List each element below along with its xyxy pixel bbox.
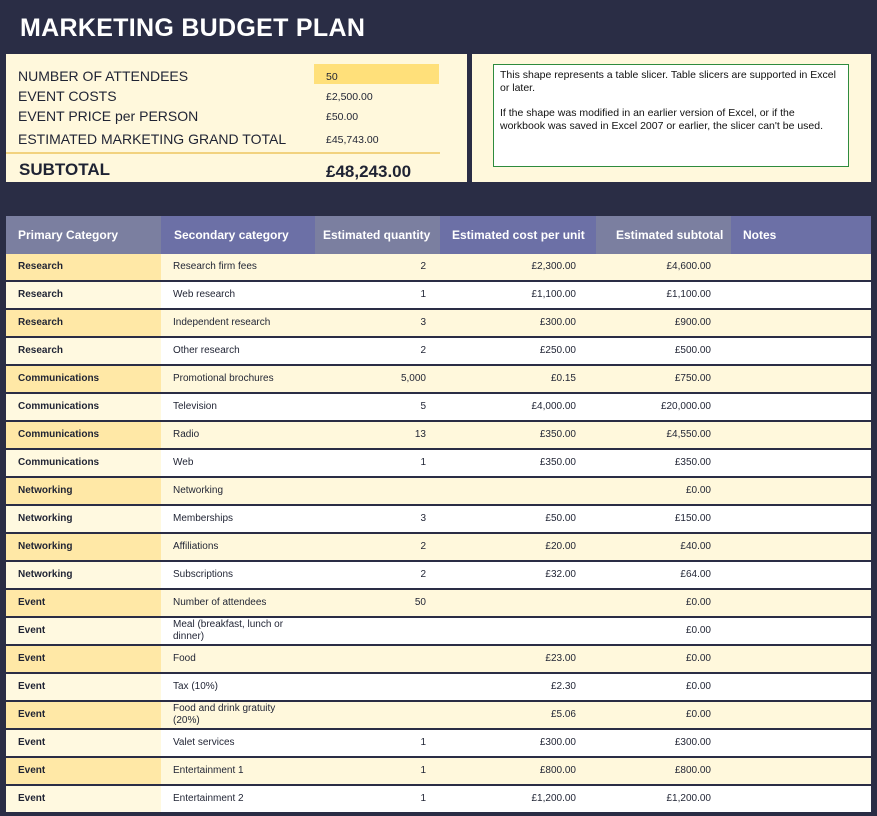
cell-subtotal[interactable]: £0.00 [596,590,731,616]
cell-cost-per-unit[interactable]: £1,200.00 [440,786,596,812]
cell-primary-category[interactable]: Networking [6,506,161,532]
header-notes[interactable]: Notes [731,216,871,254]
table-row[interactable] [6,478,871,506]
cell-subtotal[interactable]: £750.00 [596,366,731,392]
cell-cost-per-unit[interactable]: £800.00 [440,758,596,784]
cell-cost-per-unit[interactable]: £50.00 [440,506,596,532]
slicer-placeholder-shape[interactable] [493,64,849,167]
header-secondary-category[interactable]: Secondary category [161,216,315,254]
cell-secondary-category[interactable]: Valet services [161,730,315,756]
table-row[interactable] [6,534,871,562]
cell-primary-category[interactable]: Communications [6,422,161,448]
cell-notes[interactable] [731,422,871,448]
cell-primary-category[interactable]: Event [6,618,161,644]
cell-primary-category[interactable]: Research [6,338,161,364]
cell-notes[interactable] [731,506,871,532]
table-row[interactable] [6,506,871,534]
table-header [6,216,871,254]
cell-notes[interactable] [731,786,871,812]
cell-secondary-category[interactable]: Independent research [161,310,315,336]
cell-cost-per-unit[interactable]: £4,000.00 [440,394,596,420]
cell-secondary-category[interactable]: Meal (breakfast, lunch or dinner) [161,618,315,644]
cell-quantity[interactable]: 1 [315,450,440,476]
cell-cost-per-unit[interactable]: £5.06 [440,702,596,728]
cell-secondary-category[interactable]: Subscriptions [161,562,315,588]
table-row[interactable] [6,338,871,366]
cell-subtotal[interactable]: £1,200.00 [596,786,731,812]
cell-notes[interactable] [731,758,871,784]
cell-quantity[interactable] [315,618,440,644]
table-row[interactable] [6,394,871,422]
cell-subtotal[interactable]: £500.00 [596,338,731,364]
cell-secondary-category[interactable]: Food and drink gratuity (20%) [161,702,315,728]
cell-quantity[interactable] [315,674,440,700]
cell-primary-category[interactable]: Networking [6,534,161,560]
cell-subtotal[interactable]: £350.00 [596,450,731,476]
budget-table [6,216,871,814]
cell-cost-per-unit[interactable]: £20.00 [440,534,596,560]
cell-secondary-category[interactable]: Web research [161,282,315,308]
cell-quantity[interactable]: 1 [315,786,440,812]
cell-primary-category[interactable]: Event [6,590,161,616]
marketing-total-label: ESTIMATED MARKETING GRAND TOTAL [18,131,287,147]
attendees-label: NUMBER OF ATTENDEES [18,68,189,84]
cell-quantity[interactable]: 2 [315,338,440,364]
table-row[interactable] [6,674,871,702]
subtotal-label: SUBTOTAL [19,160,110,179]
subtotal-value[interactable]: £48,243.00 [326,162,412,181]
cell-primary-category[interactable]: Event [6,646,161,672]
cell-notes[interactable] [731,282,871,308]
marketing-total-value[interactable]: £45,743.00 [326,134,379,146]
cell-secondary-category[interactable]: Food [161,646,315,672]
table-row[interactable] [6,758,871,786]
cell-primary-category[interactable]: Event [6,702,161,728]
cell-primary-category[interactable]: Event [6,674,161,700]
header-cost-per-unit[interactable]: Estimated cost per unit [440,216,596,254]
cell-primary-category[interactable]: Research [6,254,161,280]
header-estimated-quantity[interactable]: Estimated quantity [315,216,440,254]
summary-panel [6,54,467,182]
cell-secondary-category[interactable]: Entertainment 2 [161,786,315,812]
cell-notes[interactable] [731,478,871,504]
event-price-value[interactable]: £50.00 [326,111,359,123]
cell-subtotal[interactable]: £0.00 [596,478,731,504]
table-row[interactable] [6,646,871,674]
cell-notes[interactable] [731,310,871,336]
cell-quantity[interactable]: 5 [315,394,440,420]
cell-secondary-category[interactable]: Number of attendees [161,590,315,616]
cell-notes[interactable] [731,618,871,644]
cell-secondary-category[interactable]: Television [161,394,315,420]
cell-notes[interactable] [731,674,871,700]
cell-quantity[interactable] [315,702,440,728]
cell-subtotal[interactable]: £800.00 [596,758,731,784]
cell-notes[interactable] [731,702,871,728]
header-estimated-subtotal[interactable]: Estimated subtotal [596,216,731,254]
cell-subtotal[interactable]: £900.00 [596,310,731,336]
cell-secondary-category[interactable]: Memberships [161,506,315,532]
cell-notes[interactable] [731,562,871,588]
cell-secondary-category[interactable]: Research firm fees [161,254,315,280]
slicer-panel [472,54,871,182]
cell-secondary-category[interactable]: Networking [161,478,315,504]
cell-cost-per-unit[interactable]: £350.00 [440,450,596,476]
cell-cost-per-unit[interactable]: £32.00 [440,562,596,588]
cell-subtotal[interactable]: £20,000.00 [596,394,731,420]
cell-primary-category[interactable]: Communications [6,394,161,420]
cell-primary-category[interactable]: Event [6,758,161,784]
event-costs-value[interactable]: £2,500.00 [326,91,373,103]
cell-quantity[interactable] [315,478,440,504]
page-title: MARKETING BUDGET PLAN [20,14,366,42]
slicer-notice-line2: If the shape was modified in an earlier version of Excel, or if the workbook was saved in Excel 2007 or earlier, the slicer can't be used. [500,107,824,132]
cell-cost-per-unit[interactable] [440,618,596,644]
cell-subtotal[interactable]: £0.00 [596,702,731,728]
cell-subtotal[interactable]: £4,550.00 [596,422,731,448]
table-row[interactable] [6,282,871,310]
cell-secondary-category[interactable]: Radio [161,422,315,448]
cell-cost-per-unit[interactable]: £23.00 [440,646,596,672]
cell-quantity[interactable]: 50 [315,590,440,616]
cell-cost-per-unit[interactable]: £2,300.00 [440,254,596,280]
cell-cost-per-unit[interactable]: £350.00 [440,422,596,448]
cell-cost-per-unit[interactable]: £1,100.00 [440,282,596,308]
slicer-notice-line1: This shape represents a table slicer. Table slicers are supported in Excel or later. [500,69,836,94]
table-row[interactable] [6,730,871,758]
cell-notes[interactable] [731,254,871,280]
cell-secondary-category[interactable]: Web [161,450,315,476]
cell-quantity[interactable]: 3 [315,506,440,532]
cell-primary-category[interactable]: Event [6,786,161,812]
table-row[interactable] [6,562,871,590]
cell-secondary-category[interactable]: Other research [161,338,315,364]
cell-cost-per-unit[interactable]: £250.00 [440,338,596,364]
table-body [6,254,871,814]
cell-quantity[interactable]: 2 [315,254,440,280]
cell-notes[interactable] [731,730,871,756]
cell-subtotal[interactable]: £64.00 [596,562,731,588]
cell-primary-category[interactable]: Communications [6,450,161,476]
cell-notes[interactable] [731,450,871,476]
cell-subtotal[interactable]: £0.00 [596,618,731,644]
cell-secondary-category[interactable]: Tax (10%) [161,674,315,700]
table-row[interactable] [6,618,871,646]
cell-subtotal[interactable]: £40.00 [596,534,731,560]
cell-primary-category[interactable]: Research [6,282,161,308]
cell-notes[interactable] [731,338,871,364]
cell-notes[interactable] [731,366,871,392]
cell-primary-category[interactable]: Event [6,730,161,756]
cell-quantity[interactable]: 5,000 [315,366,440,392]
cell-quantity[interactable]: 1 [315,282,440,308]
cell-subtotal[interactable]: £300.00 [596,730,731,756]
table-row[interactable] [6,702,871,730]
cell-quantity[interactable] [315,646,440,672]
cell-subtotal[interactable]: £150.00 [596,506,731,532]
cell-quantity[interactable]: 13 [315,422,440,448]
attendees-value[interactable]: 50 [326,71,338,83]
cell-primary-category[interactable]: Communications [6,366,161,392]
table-row[interactable] [6,310,871,338]
cell-primary-category[interactable]: Research [6,310,161,336]
cell-cost-per-unit[interactable]: £300.00 [440,310,596,336]
cell-primary-category[interactable]: Networking [6,478,161,504]
cell-subtotal[interactable]: £1,100.00 [596,282,731,308]
table-row[interactable] [6,422,871,450]
cell-quantity[interactable]: 2 [315,562,440,588]
cell-notes[interactable] [731,534,871,560]
cell-cost-per-unit[interactable]: £0.15 [440,366,596,392]
header-primary-category[interactable]: Primary Category [6,216,161,254]
cell-secondary-category[interactable]: Promotional brochures [161,366,315,392]
cell-notes[interactable] [731,394,871,420]
cell-cost-per-unit[interactable] [440,478,596,504]
cell-quantity[interactable]: 1 [315,758,440,784]
cell-quantity[interactable]: 3 [315,310,440,336]
cell-subtotal[interactable]: £4,600.00 [596,254,731,280]
table-row[interactable] [6,450,871,478]
cell-notes[interactable] [731,590,871,616]
event-price-label: EVENT PRICE per PERSON [18,108,199,124]
cell-quantity[interactable]: 2 [315,534,440,560]
cell-subtotal[interactable]: £0.00 [596,646,731,672]
cell-secondary-category[interactable]: Affiliations [161,534,315,560]
summary-divider [6,152,440,154]
cell-cost-per-unit[interactable]: £2.30 [440,674,596,700]
cell-subtotal[interactable]: £0.00 [596,674,731,700]
cell-quantity[interactable]: 1 [315,730,440,756]
table-row[interactable] [6,366,871,394]
cell-cost-per-unit[interactable] [440,590,596,616]
table-row[interactable] [6,786,871,814]
cell-primary-category[interactable]: Networking [6,562,161,588]
cell-notes[interactable] [731,646,871,672]
event-costs-label: EVENT COSTS [18,88,117,104]
table-row[interactable] [6,254,871,282]
cell-cost-per-unit[interactable]: £300.00 [440,730,596,756]
table-row[interactable] [6,590,871,618]
cell-secondary-category[interactable]: Entertainment 1 [161,758,315,784]
